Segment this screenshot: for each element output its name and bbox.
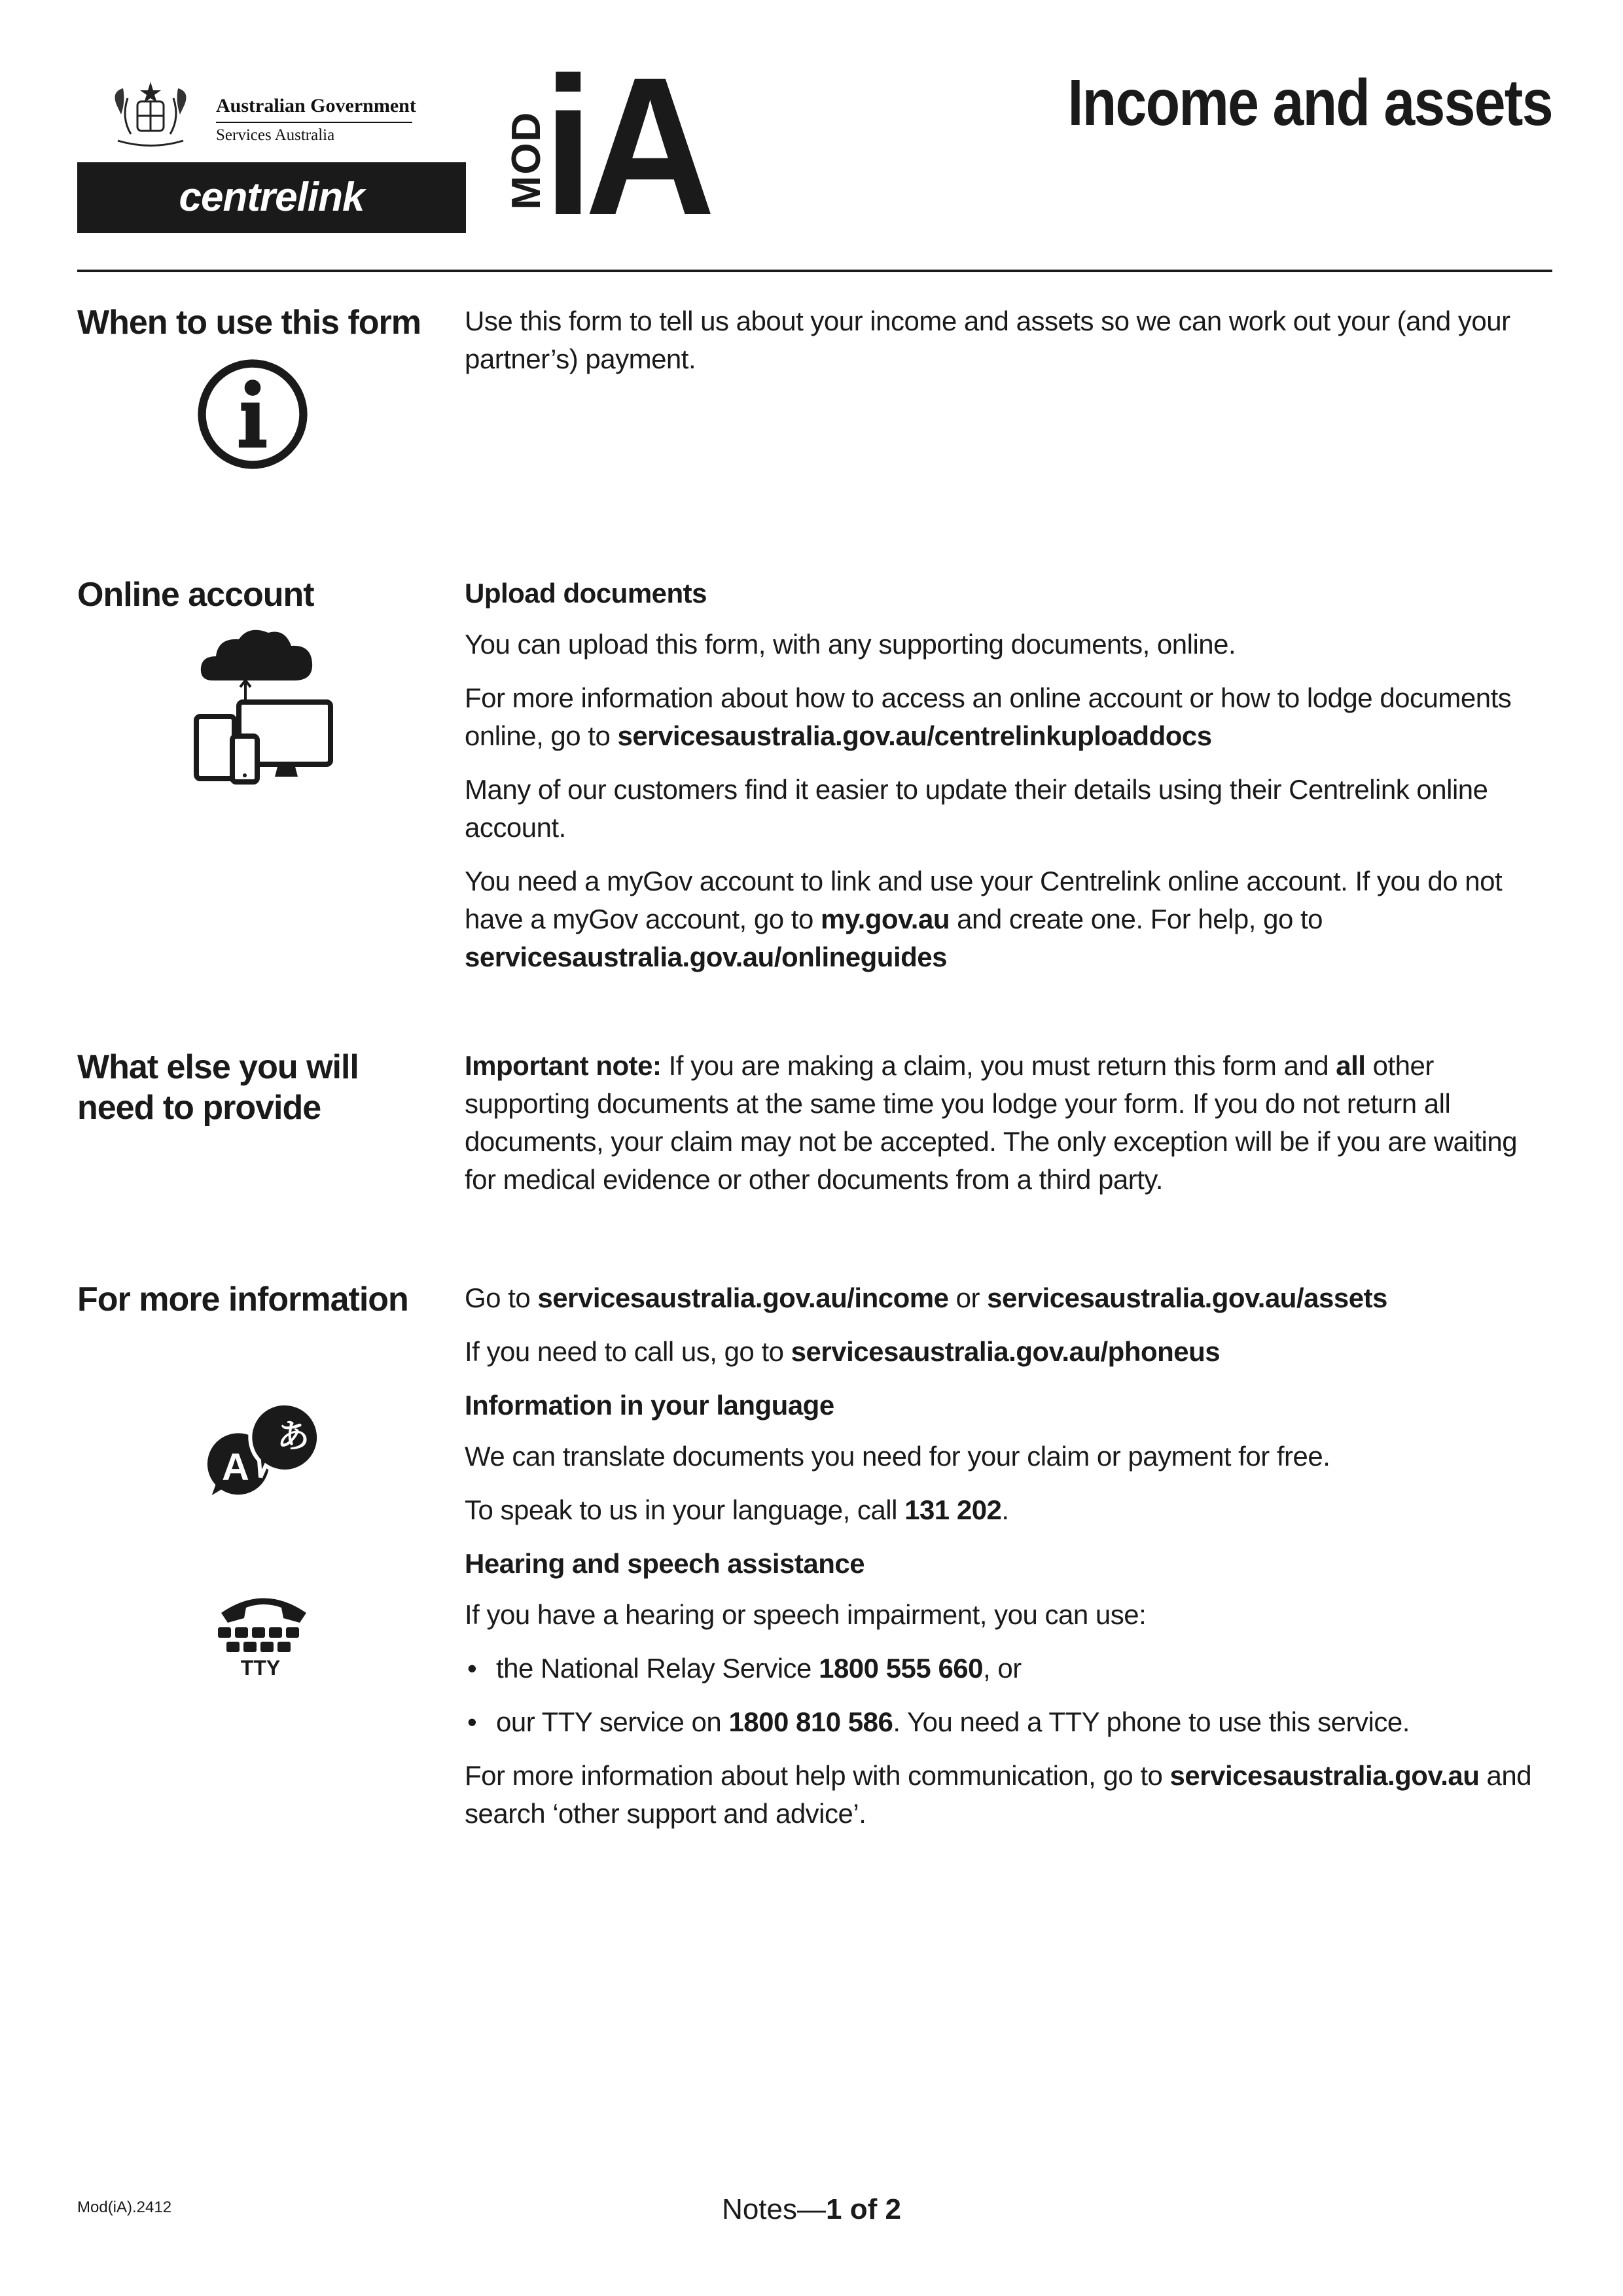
language-call-pre: To speak to us in your language, call bbox=[465, 1494, 905, 1525]
form-code: iA bbox=[543, 36, 707, 256]
servicesaustralia-link[interactable]: servicesaustralia.gov.au bbox=[1169, 1760, 1480, 1791]
agency-name: Services Australia bbox=[216, 126, 335, 144]
hearing-subheading: Hearing and speech assistance bbox=[465, 1548, 865, 1579]
assets-link[interactable]: servicesaustralia.gov.au/assets bbox=[987, 1282, 1387, 1313]
list-item bbox=[465, 1703, 1552, 1741]
crest-icon bbox=[98, 79, 203, 150]
tty-label: TTY bbox=[240, 1656, 281, 1680]
note-text-post: other supporting documents at the same time you lodge your form. If you do not return all documents, your claim may not be accepted. The only exception will be if you are waiting for medical evidence or other documents from a third party. bbox=[465, 1050, 1518, 1195]
online-guides-link[interactable]: servicesaustralia.gov.au/onlineguides bbox=[465, 942, 948, 972]
call-text bbox=[465, 1333, 1552, 1371]
page-number: 1 of 2 bbox=[826, 2193, 901, 2225]
access-info-text bbox=[465, 679, 1552, 755]
provide-heading-line1: What else you will bbox=[77, 1048, 359, 1086]
important-note bbox=[465, 1047, 1552, 1199]
mygov-text bbox=[465, 862, 1552, 976]
hearing-options-list bbox=[465, 1650, 1552, 1741]
page-title: Income and assets bbox=[1067, 66, 1552, 139]
centrelink-logo-text: centrelink bbox=[179, 175, 365, 220]
upload-docs-link[interactable]: servicesaustralia.gov.au/centrelinkuploaddocs bbox=[617, 720, 1212, 751]
language-subheading: Information in your language bbox=[465, 1390, 834, 1421]
goto-mid: or bbox=[948, 1282, 988, 1313]
section-heading-more: For more information bbox=[77, 1280, 408, 1318]
centrelink-banner bbox=[77, 162, 466, 233]
language-icon bbox=[195, 1400, 334, 1502]
section-content-when bbox=[465, 302, 1552, 394]
gov-name: Australian Government bbox=[216, 95, 416, 116]
language-icon-b: あ bbox=[277, 1417, 310, 1455]
language-icon-a: A bbox=[222, 1446, 249, 1489]
when-text: Use this form to tell us about your income and assets so we can work out your (and your partner’s) payment. bbox=[465, 306, 1510, 374]
tty-post: . You need a TTY phone to use this service. bbox=[893, 1706, 1410, 1737]
communication-text bbox=[465, 1757, 1552, 1833]
note-text-bold: all bbox=[1336, 1050, 1366, 1081]
relay-post: , or bbox=[983, 1653, 1022, 1684]
page-indicator-pre: Notes— bbox=[722, 2193, 827, 2225]
call-pre: If you need to call us, go to bbox=[465, 1336, 791, 1367]
goto-text bbox=[465, 1279, 1552, 1317]
header-rule bbox=[77, 270, 1552, 272]
phoneus-link[interactable]: servicesaustralia.gov.au/phoneus bbox=[791, 1336, 1221, 1367]
form-code-footer: Mod(iA).2412 bbox=[77, 2199, 172, 2216]
page-indicator bbox=[0, 2193, 1623, 2226]
upload-subheading: Upload documents bbox=[465, 578, 707, 609]
section-heading-online: Online account bbox=[77, 576, 314, 614]
section-heading-when: When to use this form bbox=[77, 304, 421, 342]
upload-text: You can upload this form, with any supporting documents, online. bbox=[465, 629, 1236, 660]
tty-icon bbox=[215, 1587, 313, 1685]
income-link[interactable]: servicesaustralia.gov.au/income bbox=[537, 1282, 949, 1313]
mygov-pre: You need a myGov account to link and use your Centrelink online account. If you do not have a myGov account, go to bbox=[465, 866, 1503, 934]
tty-number: 1800 810 586 bbox=[728, 1706, 893, 1737]
gov-divider bbox=[216, 122, 412, 123]
important-note-label: Important note: bbox=[465, 1050, 662, 1081]
mygov-link[interactable]: my.gov.au bbox=[820, 904, 950, 934]
tty-pre: our TTY service on bbox=[496, 1706, 729, 1737]
relay-pre: the National Relay Service bbox=[496, 1653, 819, 1684]
cloud-devices-icon bbox=[193, 625, 337, 788]
communication-pre: For more information about help with communication, go to bbox=[465, 1760, 1170, 1791]
hearing-text: If you have a hearing or speech impairment, you can use: bbox=[465, 1599, 1147, 1630]
relay-number: 1800 555 660 bbox=[819, 1653, 984, 1684]
language-call-post: . bbox=[1001, 1494, 1009, 1525]
list-item bbox=[465, 1650, 1552, 1687]
provide-heading-line2: need to provide bbox=[77, 1089, 321, 1127]
mod-prefix: MOD bbox=[504, 111, 549, 210]
info-icon bbox=[195, 357, 310, 472]
section-content-online bbox=[465, 574, 1552, 992]
access-info-pre: For more information about how to access an online account or how to lodge documents online, go to bbox=[465, 682, 1512, 751]
translate-text: We can translate documents you need for your claim or payment for free. bbox=[465, 1441, 1330, 1472]
language-call-text bbox=[465, 1491, 1552, 1529]
section-content-more bbox=[465, 1279, 1552, 1848]
note-text-pre: If you are making a claim, you must return this form and bbox=[661, 1050, 1336, 1081]
section-heading-provide bbox=[77, 1047, 359, 1128]
mygov-mid: and create one. For help, go to bbox=[949, 904, 1323, 934]
customers-text: Many of our customers find it easier to update their details using their Centrelink online account. bbox=[465, 774, 1488, 843]
communication-post: and search ‘other support and advice’. bbox=[465, 1760, 1532, 1829]
goto-pre: Go to bbox=[465, 1282, 538, 1313]
language-phone-number: 131 202 bbox=[904, 1494, 1002, 1525]
section-content-provide bbox=[465, 1047, 1552, 1214]
